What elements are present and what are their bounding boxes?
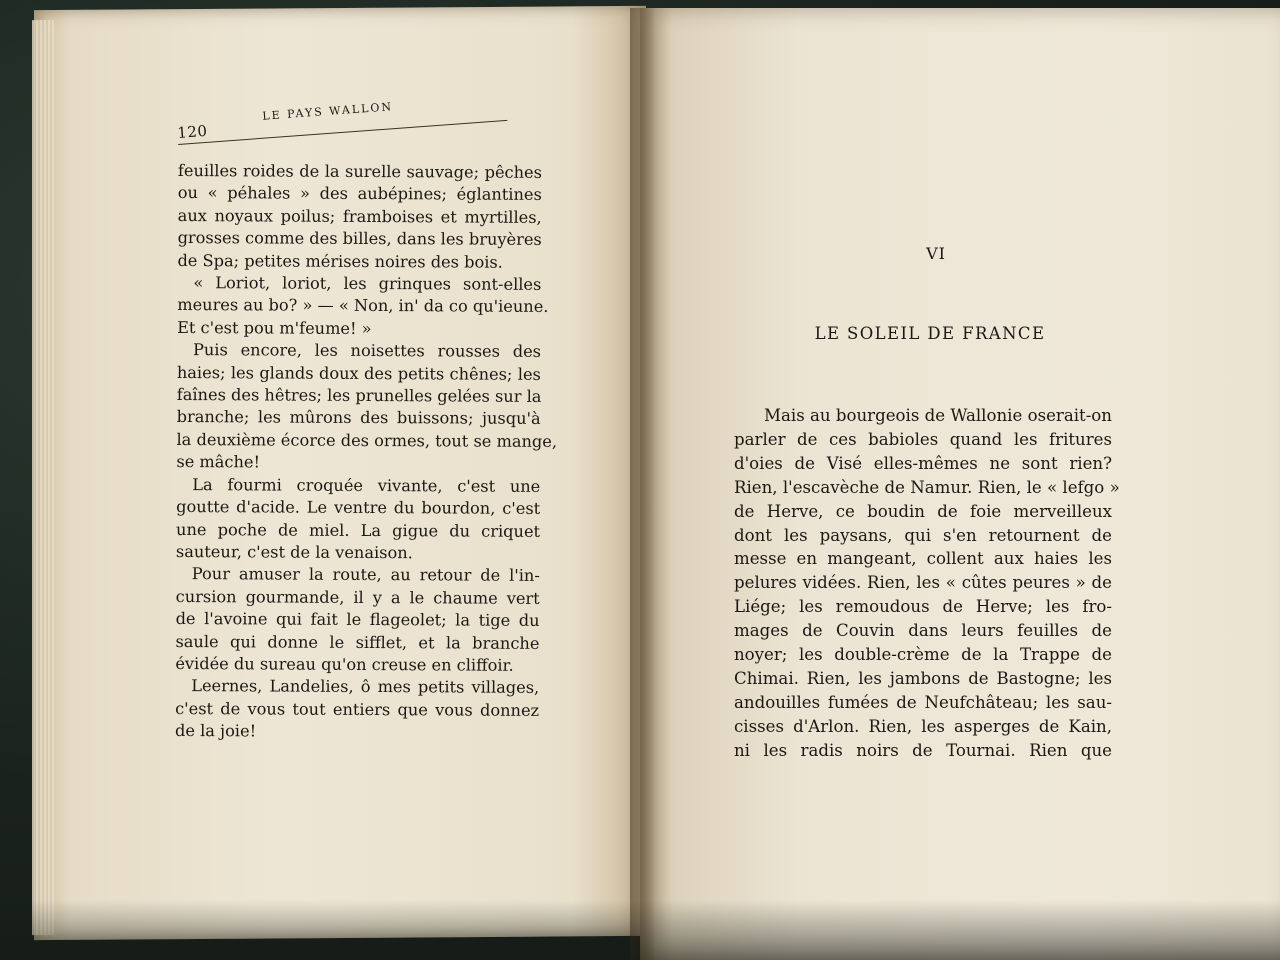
text-line: parler de ces babioles quand les fritures [734,429,1112,449]
text-line: une poche de miel. La gigue du criquet [176,519,541,541]
text-line: goutte d'acide. Le ventre du bourdon, c'est [176,497,541,518]
text-line: saule qui donne le sifflet, et la branche [175,631,540,653]
text-line: ni les radis noirs de Tournai. Rien que [734,740,1112,760]
chapter-number: VI [926,244,946,263]
text-line: de Spa; petites mérises noires des bois. [177,250,503,272]
text-line: Leernes, Landelies, ô mes petits villages, [191,676,540,698]
text-line: haies; les glands doux des petits chênes; les [176,362,541,384]
text-line: andouilles fumées de Neufchâteau; les sau- [734,692,1112,712]
text-line: dont les paysans, qui s'en retournent de [734,525,1112,545]
text-line: pelures vidées. Rien, les « cûtes peures » de [734,573,1112,593]
text-line: d'oies de Visé elles-mêmes ne sont rien? [734,453,1112,473]
text-line: Et c'est pou m'feume! » [177,317,372,338]
text-line: c'est de vous tout entiers que vous donnez [175,698,540,720]
text-line: « Loriot, loriot, les grinques sont-elles [193,273,542,294]
chapter-title: LE SOLEIL DE FRANCE [814,324,1046,343]
text-line: de l'avoine qui fait le flageolet; la tige du [175,609,540,631]
book-gutter [630,8,654,960]
text-line: noyer; les double-crème de la Trappe de [734,645,1112,665]
text-line: grosses comme des billes, dans les bruyères [177,228,542,250]
text-line: ou « péhales » des aubépines; églantines [177,183,542,205]
text-line: évidée du sureau qu'on creuse en cliffoir. [175,653,514,675]
text-line: cisses d'Arlon. Rien, les asperges de Kain, [734,716,1112,736]
right-page-body [734,404,1120,763]
text-line: la deuxième écorce des ormes, tout se mange, [176,429,558,451]
page-number: 120 [176,121,209,142]
bottom-shadow [0,900,1280,960]
text-line: messe en mangeant, collent aux haies les [734,549,1112,569]
text-line: Puis encore, les noisettes rousses des [192,340,542,362]
page-edges [32,20,54,935]
text-line: aux noyaux poilus; framboises et myrtilles, [177,205,542,227]
text-line: Liége; les remoudous de Herve; les fro- [734,597,1112,617]
text-line: de la joie! [174,721,257,741]
text-line: faînes des hêtres; les prunelles gelées sur la [176,385,542,406]
text-line: Rien, l'escavèche de Namur. Rien, le « lefgo » [734,477,1120,497]
text-line: cursion gourmande, il y a le chaume vert [175,586,540,608]
text-line: meures au bo? » — « Non, in' da co qu'ieune. [177,295,549,317]
text-line: mages de Couvin dans leurs feuilles de [734,621,1112,641]
text-line: se mâche! [176,452,261,472]
text-line: Mais au bourgeois de Wallonie oserait-on [764,406,1112,425]
text-line: La fourmi croquée vivante, c'est une [192,474,541,496]
text-line: Pour amuser la route, au retour de l'in- [191,564,540,586]
left-page-body [174,160,558,744]
running-head: LE PAYS WALLON [261,100,394,123]
text-line: Chimai. Rien, les jambons de Bastogne; les [734,668,1112,688]
text-line: branche; les mûrons des buissons; jusqu'à [176,407,541,429]
text-line: feuilles roides de la surelle sauvage; pêches [177,160,542,182]
text-line: sauteur, c'est de la venaison. [175,541,413,563]
text-line: de Herve, ce boudin de foie merveilleux [734,501,1112,521]
